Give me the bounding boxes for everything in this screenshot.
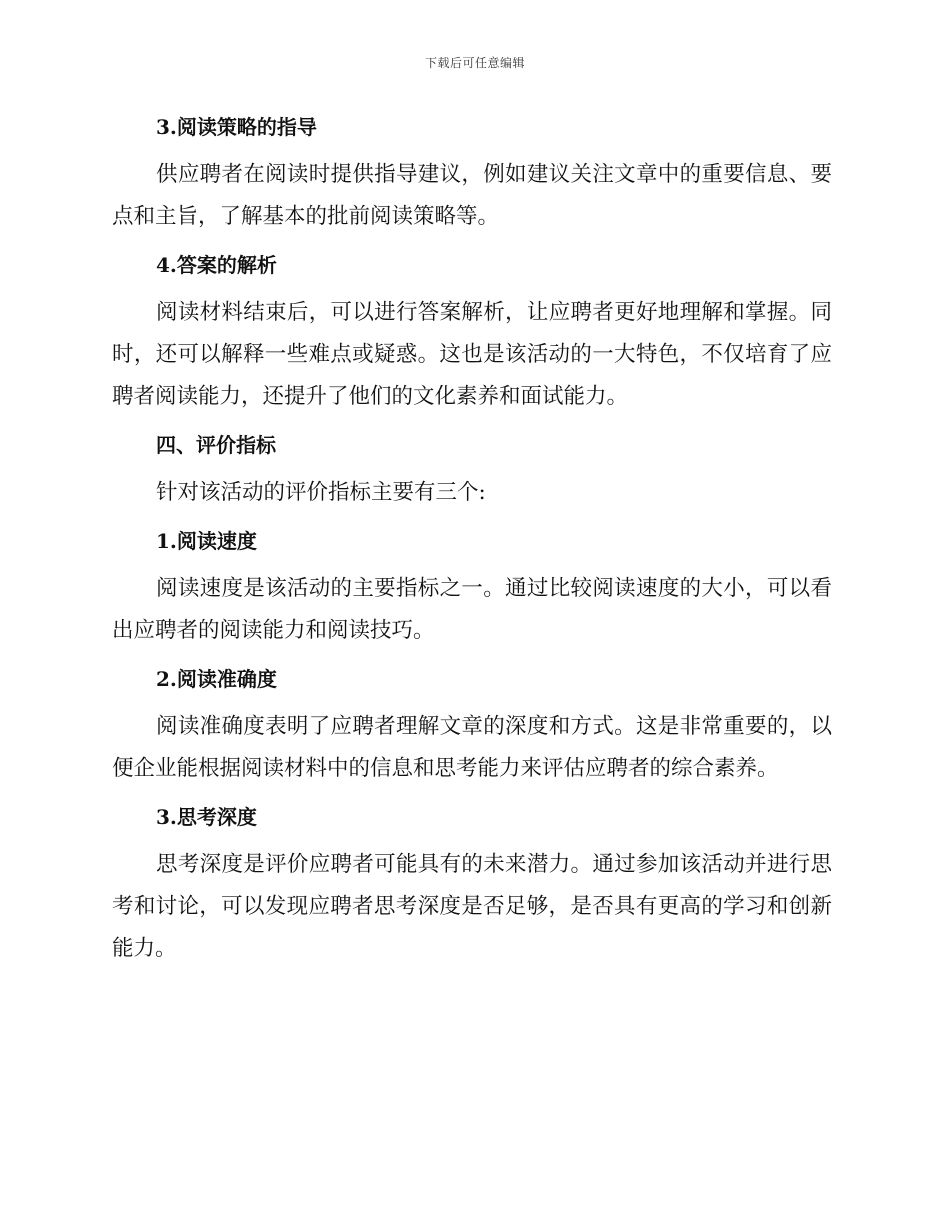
section-paragraph-thinking-depth: 思考深度是评价应聘者可能具有的未来潜力。通过参加该活动并进行思考和讨论，可以发现应聘者思考深度是否足够，是否具有更高的学习和创新能力。 [112, 852, 832, 961]
section-paragraph-reading-strategy: 供应聘者在阅读时提供指导建议，例如建议关注文章中的重要信息、要点和主旨，了解基本的批前阅读策略等。 [112, 162, 832, 229]
section-paragraph-answer-analysis: 阅读材料结束后，可以进行答案解析，让应聘者更好地理解和掌握。同时，还可以解释一些难点或疑惑。这也是该活动的一大特色，不仅培育了应聘者阅读能力，还提升了他们的文化素养和面试能力。 [112, 300, 832, 409]
section-heading-reading-strategy: 3.阅读策略的指导 [156, 115, 317, 139]
section-heading-answer-analysis: 4.答案的解析 [156, 253, 277, 277]
section-paragraph-reading-speed: 阅读速度是该活动的主要指标之一。通过比较阅读速度的大小，可以看出应聘者的阅读能力和阅读技巧。 [112, 576, 832, 643]
section-heading-evaluation-indicators: 四、评价指标 [156, 433, 276, 457]
section-paragraph-evaluation-indicators: 针对该活动的评价指标主要有三个: [156, 480, 486, 505]
page-header: 下载后可任意编辑 [424, 56, 525, 70]
section-heading-reading-speed: 1.阅读速度 [156, 529, 257, 553]
document-body [112, 112, 832, 970]
section-paragraph-reading-accuracy: 阅读准确度表明了应聘者理解文章的深度和方式。这是非常重要的，以便企业能根据阅读材料中的信息和思考能力来评估应聘者的综合素养。 [112, 714, 832, 781]
section-heading-thinking-depth: 3.思考深度 [156, 805, 257, 829]
section-heading-reading-accuracy: 2.阅读准确度 [156, 667, 277, 691]
